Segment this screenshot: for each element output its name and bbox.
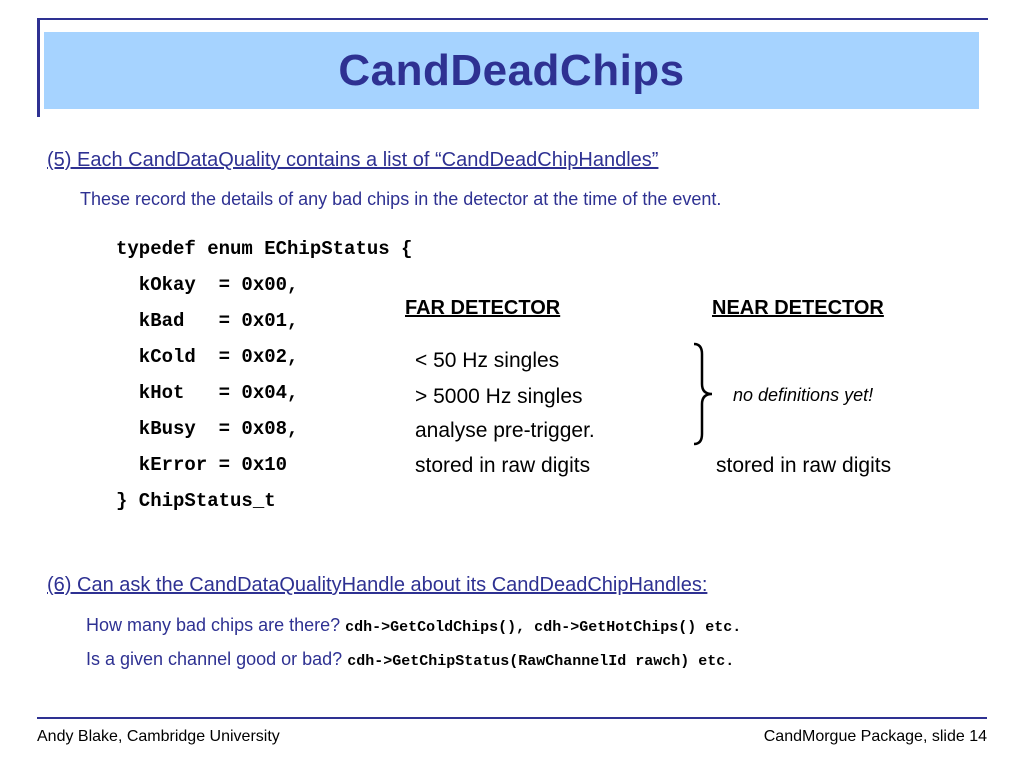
footer-author: Andy Blake, Cambridge University [37,728,280,745]
right-brace-icon [690,342,720,446]
question-text: How many bad chips are there? [86,615,341,635]
footer-package: CandMorgue Package, [763,728,928,745]
near-detector-stored: stored in raw digits [716,454,892,477]
code-line: kBusy = 0x08, [116,418,299,440]
code-line: kCold = 0x02, [116,346,299,368]
question-line [86,649,734,670]
code-line: kError = 0x10 [116,454,288,476]
section5-heading: (5) Each CandDataQuality contains a list of “CandDeadChipHandles” [47,149,659,171]
section6-heading: (6) Can ask the CandDataQualityHandle about its CandDeadChipHandles: [47,574,708,596]
footer-rule [37,717,987,719]
slide-title: CandDeadChips [338,45,685,95]
far-detector-item: analyse pre-trigger. [415,419,595,442]
title-banner [44,32,979,109]
question-text: Is a given channel good or bad? [86,649,343,669]
code-line: kBad = 0x01, [116,310,299,332]
far-detector-item: stored in raw digits [415,454,591,477]
question-line [86,615,741,636]
title-left-rule [37,18,40,117]
far-detector-heading: FAR DETECTOR [405,297,561,319]
section5-description: These record the details of any bad chips in the detector at the time of the event. [80,189,722,209]
footer-slide-number: slide 14 [931,728,987,745]
near-detector-note: no definitions yet! [733,385,874,405]
far-detector-item: < 50 Hz singles [415,349,560,372]
question-code: cdh->GetColdChips(), cdh->GetHotChips() etc. [345,619,742,636]
far-detector-item: > 5000 Hz singles [415,385,583,408]
question-code: cdh->GetChipStatus(RawChannelId rawch) etc. [347,653,735,670]
near-detector-heading: NEAR DETECTOR [712,297,884,319]
code-line: typedef enum EChipStatus { [116,238,413,260]
footer-right [764,728,987,746]
title-top-rule [37,18,988,20]
code-line: kHot = 0x04, [116,382,299,404]
code-line: kOkay = 0x00, [116,274,299,296]
code-line: } ChipStatus_t [116,490,276,512]
